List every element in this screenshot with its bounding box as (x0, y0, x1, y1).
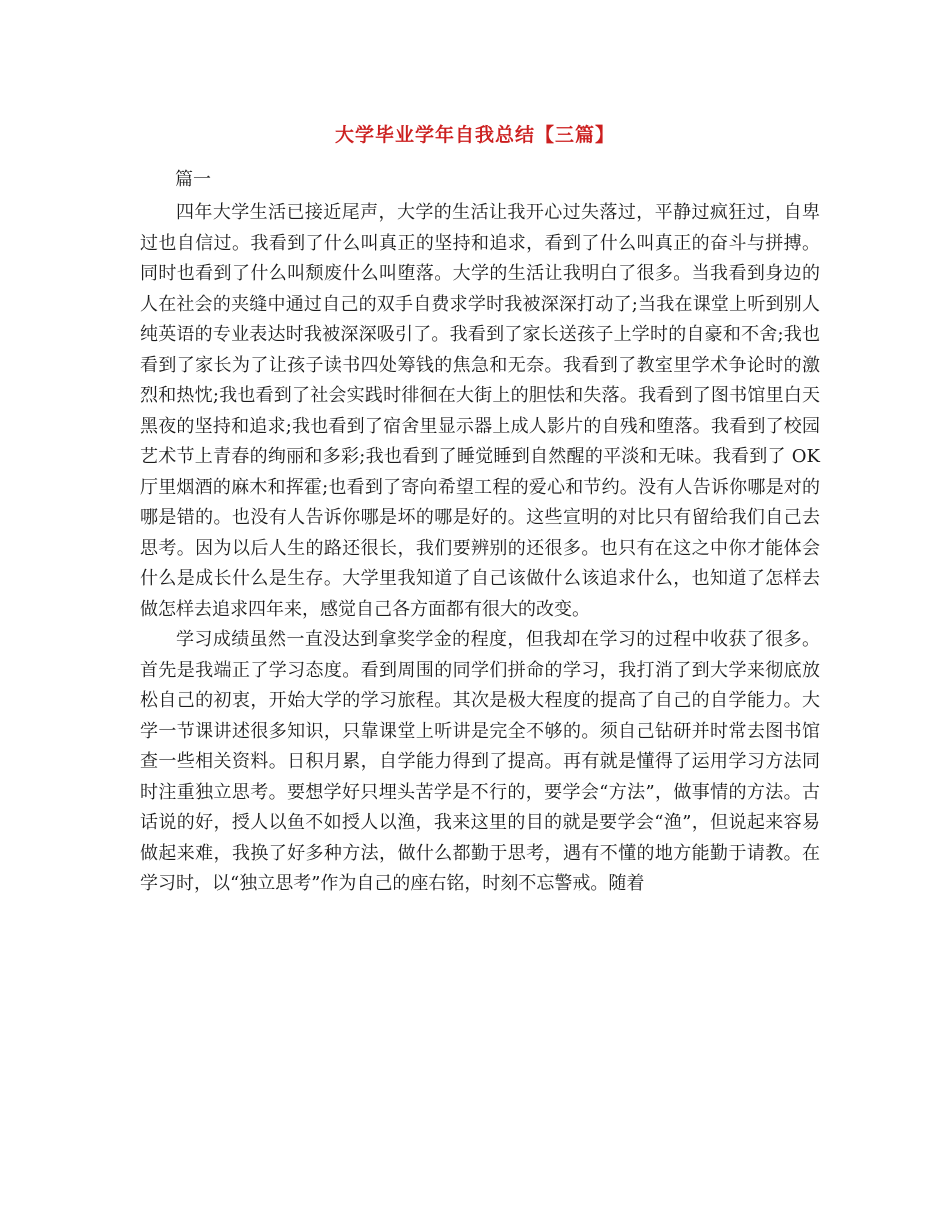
body-paragraph-1: 四年大学生活已接近尾声，大学的生活让我开心过失落过，平静过疯狂过，自卑过也自信过。我看到了什么叫真正的坚持和追求，看到了什么叫真正的奋斗与拼搏。同时也看到了什么叫颓废什么叫堕落。大学的生活让我明白了很多。当我看到身边的人在社会的夹缝中通过自己的双手自费求学时我被深深打动了;当我在课堂上听到别人纯英语的专业表达时我被深深吸引了。我看到了家长送孩子上学时的自豪和不舍;我也看到了家长为了让孩子读书四处筹钱的焦急和无奈。我看到了教室里学术争论时的激烈和热忱;我也看到了社会实践时徘徊在大街上的胆怯和失落。我看到了图书馆里白天黑夜的坚持和追求;我也看到了宿舍里显示器上成人影片的自残和堕落。我看到了校园艺术节上青春的绚丽和多彩;我也看到了睡觉睡到自然醒的平淡和无味。我看到了 OK 厅里烟酒的麻木和挥霍;也看到了寄向希望工程的爱心和节约。没有人告诉你哪是对的哪是错的。也没有人告诉你哪是坏的哪是好的。这些宣明的对比只有留给我们自己去思考。因为以后人生的路还很长，我们要辨别的还很多。也只有在这之中你才能体会什么是成长什么是生存。大学里我知道了自己该做什么该追求什么，也知道了怎样去做怎样去追求四年来，感觉自己各方面都有很大的改变。 (140, 202, 820, 620)
document-title: 大学毕业学年自我总结【三篇】 (334, 124, 615, 146)
document-body (140, 198, 820, 900)
section-label: 篇一 (175, 169, 211, 190)
body-paragraph-2: 学习成绩虽然一直没达到拿奖学金的程度，但我却在学习的过程中收获了很多。首先是我端正了学习态度。看到周围的同学们拼命的学习，我打消了到大学来彻底放松自己的初衷，开始大学的学习旅程。其次是极大程度的提高了自己的自学能力。大学一节课讲述很多知识，只靠课堂上听讲是完全不够的。须自己钻研并时常去图书馆查一些相关资料。日积月累，自学能力得到了提高。再有就是懂得了运用学习方法同时注重独立思考。要想学好只埋头苦学是不行的，要学会“方法”，做事情的方法。古话说的好，授人以鱼不如授人以渔，我来这里的目的就是要学会“渔”，但说起来容易做起来难，我换了好多种方法，做什么都勤于思考，遇有不懂的地方能勤于请教。在学习时，以“独立思考”作为自己的座右铭，时刻不忘警戒。随着 (140, 629, 820, 894)
